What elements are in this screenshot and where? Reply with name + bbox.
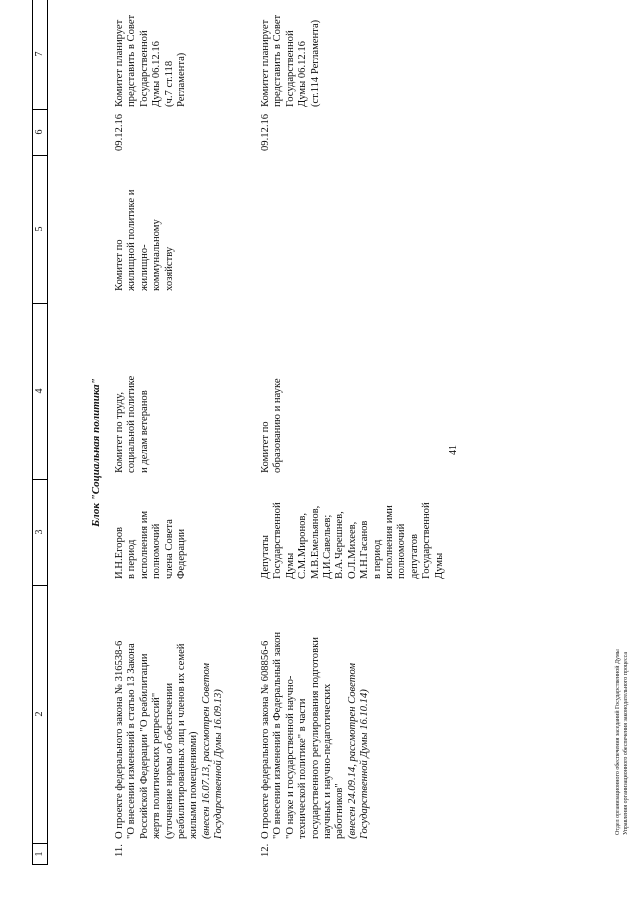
co-committee-line: хозяйству	[163, 246, 175, 291]
row-number: 12.	[260, 843, 271, 857]
author-line: полномочий	[396, 523, 408, 579]
bill-title-line: Российской Федерации "О реабилитации	[138, 653, 150, 839]
bill-title-line: научных и научно-педагогических	[322, 683, 334, 839]
author-line: Думы	[284, 552, 296, 579]
author-line: Государственной	[272, 502, 284, 579]
page-footer	[614, 649, 630, 835]
responsible-committee	[114, 333, 151, 473]
block-title: Блок "Социальная политика"	[90, 378, 102, 527]
consideration-date: 09.12.16	[260, 113, 271, 151]
author-line: Федерации	[176, 528, 188, 579]
committee-line: Комитет по	[260, 421, 271, 473]
co-executor-committee	[114, 159, 176, 291]
co-committee-line: Комитет по	[114, 239, 125, 291]
header-col-2: 2	[33, 585, 47, 844]
author-line: Государственной	[421, 502, 433, 579]
remark-line: представить в Совет	[272, 14, 284, 107]
page-number: 41	[448, 445, 459, 455]
author-line: в период	[371, 539, 383, 579]
row-number: 11.	[114, 844, 125, 857]
bill-authors	[260, 481, 446, 579]
header-col-4: 4	[33, 303, 47, 480]
remark-line: Комитет планирует	[114, 19, 125, 107]
bill-title-line: реабилитированных лиц и членов их семей	[176, 643, 188, 839]
author-line: Думы	[433, 552, 445, 579]
author-line: М.В.Емельянов,	[309, 505, 321, 579]
author-line: В.А.Черешнев,	[334, 511, 346, 579]
bill-title-line: (уточнение нормы об обеспечении	[163, 683, 175, 839]
co-committee-line: жилищной политике и	[126, 189, 138, 291]
row-remarks	[260, 3, 322, 107]
remark-line: Думы 06.12.16	[151, 41, 163, 107]
author-line: исполнения им	[138, 510, 150, 579]
co-committee-line: жилищно-	[138, 244, 150, 291]
responsible-committee	[260, 333, 285, 473]
remark-line: (ч.7 ст.118	[163, 60, 175, 107]
bill-title-line: жертв политических репрессий"	[151, 692, 163, 839]
header-col-3: 3	[33, 479, 47, 586]
bill-title-line: "О науке и государственной научно-	[284, 675, 296, 839]
bill-title-line: технической политике" в части	[297, 698, 309, 839]
bill-title-line: работников"	[334, 783, 346, 839]
bill-description	[114, 591, 226, 839]
author-line: М.Н.Гасанов	[359, 520, 371, 579]
bill-title-line: О проекте федерального закона № 316538-6	[114, 640, 125, 839]
bill-title-line: "О внесении изменений в Федеральный закон	[272, 631, 284, 839]
committee-line: Комитет по труду,	[114, 391, 125, 473]
remark-line: Государственной	[284, 30, 296, 107]
author-line: И.Н.Егоров	[114, 526, 125, 579]
author-line: О.Л.Михеев,	[346, 521, 358, 579]
remark-line: представить в Совет	[126, 14, 138, 107]
author-line: Д.И.Савельев;	[322, 514, 334, 579]
header-col-1: 1	[34, 851, 45, 857]
column-header-row	[32, 0, 48, 865]
bill-description	[260, 591, 372, 839]
header-col-7: 7	[33, 0, 47, 110]
author-line: Депутаты	[260, 535, 271, 579]
consideration-date: 09.12.16	[114, 113, 125, 151]
remark-line: Государственной	[138, 30, 150, 107]
bill-note-line: (внесен 16.07.13, рассмотрен Советом	[200, 663, 212, 839]
author-line: в период	[126, 539, 138, 579]
committee-line: образованию и науке	[272, 378, 284, 473]
remark-line: (ст.114 Регламента)	[309, 19, 321, 107]
author-line: члена Совета	[163, 519, 175, 579]
committee-line: и делам ветеранов	[138, 390, 150, 473]
bill-note-line: Государственной Думы 16.09.13)	[213, 689, 225, 839]
author-line: депутатов	[408, 533, 420, 579]
bill-title-line: О проекте федерального закона № 608856-6	[260, 640, 271, 839]
footer-line: Управления организационного обеспечения законодательного процесса	[623, 651, 629, 835]
author-line: С.М.Миронов,	[297, 512, 309, 579]
bill-title-line: жилыми помещениями)	[188, 731, 200, 839]
bill-note-line: Государственной Думы 16.10.14)	[359, 689, 371, 839]
row-remarks	[114, 3, 188, 107]
committee-line: социальной политике	[126, 375, 138, 473]
bill-title-line: государственного регулирования подготовки	[309, 637, 321, 839]
bill-authors	[114, 481, 188, 579]
co-committee-line: коммунальному	[151, 219, 163, 291]
remark-line: Регламента)	[176, 52, 188, 107]
footer-line: Отдел организационного обеспечения заседаний Государственной Думы	[615, 649, 621, 835]
remark-line: Думы 06.12.16	[297, 41, 309, 107]
header-col-5: 5	[33, 155, 47, 304]
header-col-6: 6	[33, 109, 47, 156]
remark-line: Комитет планирует	[260, 19, 271, 107]
author-line: исполнения ими	[384, 505, 396, 579]
bill-title-line: "О внесении изменений в статью 13 Закона	[126, 643, 138, 839]
author-line: полномочий	[151, 523, 163, 579]
bill-note-line: (внесен 24.09.14, рассмотрен Советом	[346, 663, 358, 839]
